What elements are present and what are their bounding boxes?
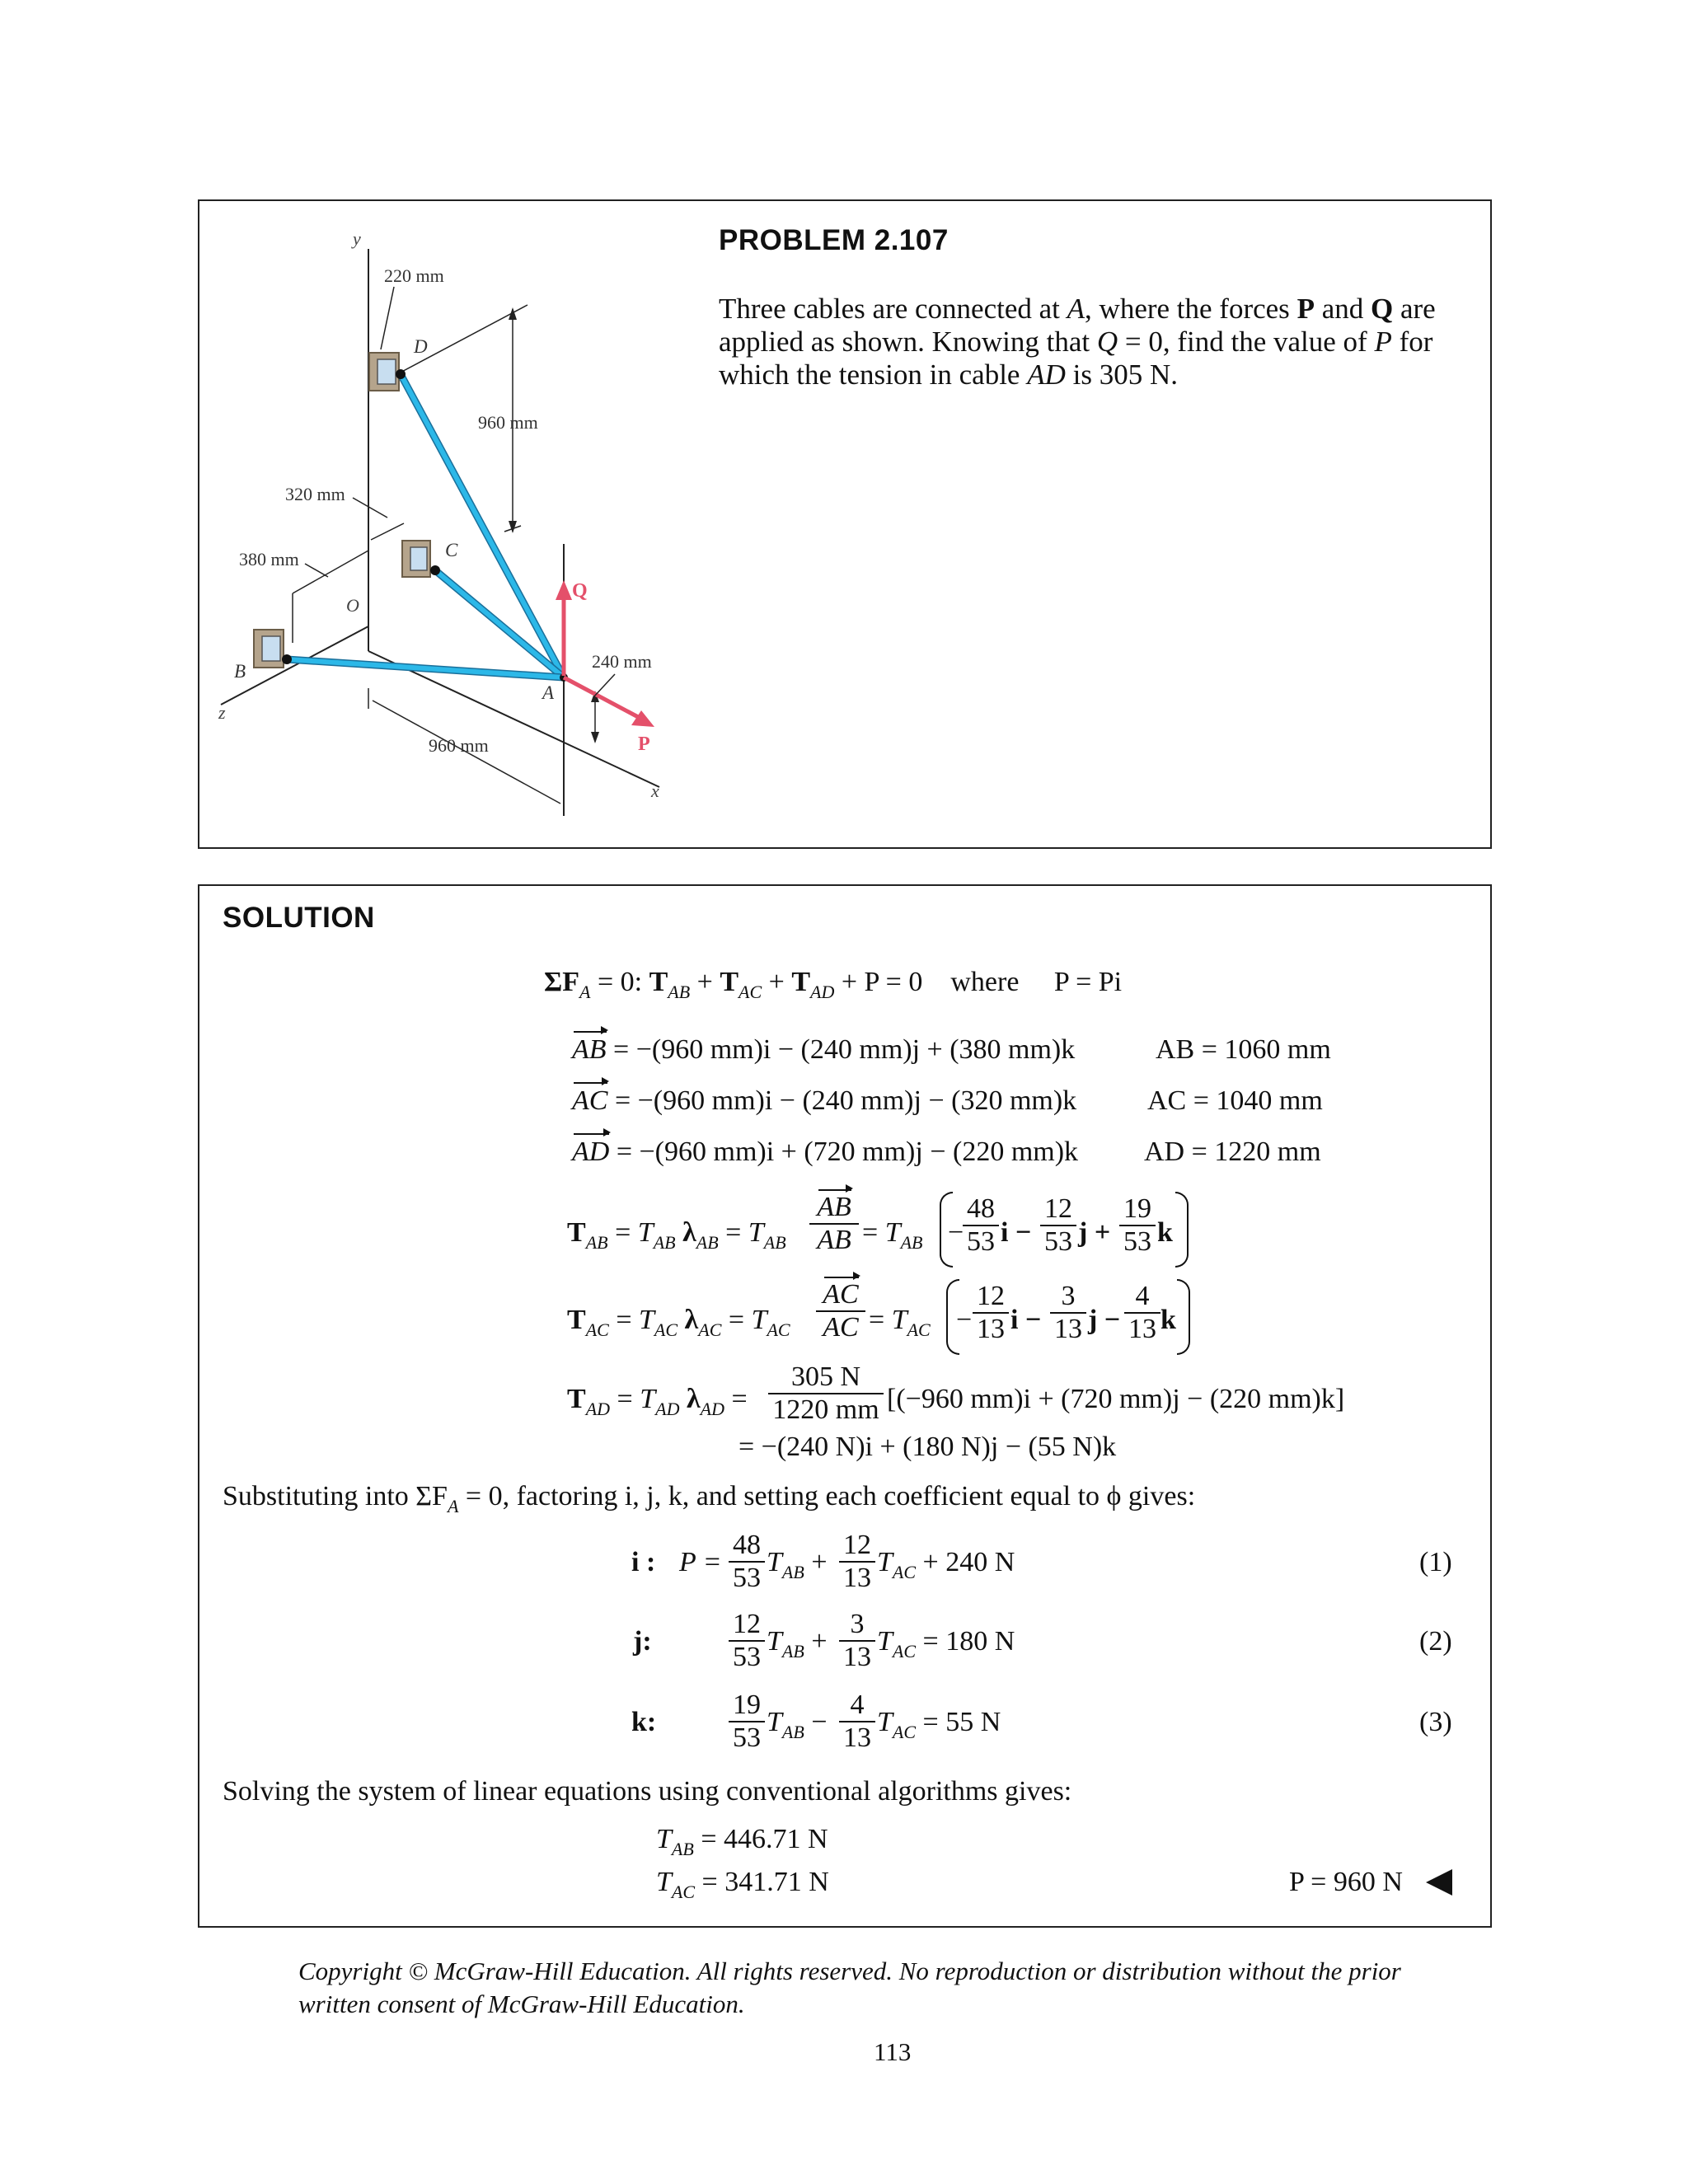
- vector-name: AC: [572, 1085, 608, 1116]
- problem-text: [719, 293, 1461, 391]
- force-p-label: P: [638, 733, 650, 755]
- t-ac-result: [656, 1866, 829, 1902]
- problem-figure: [201, 203, 712, 846]
- frac-num: 12: [839, 1530, 875, 1563]
- point-c: [430, 565, 440, 575]
- eq2-frac-2: [839, 1609, 875, 1673]
- eq-op: −: [811, 1707, 828, 1737]
- frac-den: 53: [967, 1226, 995, 1257]
- eq-value: = 341.71 N: [695, 1867, 829, 1897]
- problem-heading: PROBLEM 2.107: [719, 224, 949, 256]
- eq1-frac-1: [729, 1530, 765, 1594]
- t-ab-minus: −: [948, 1217, 964, 1248]
- t-ac-unit-fraction: [816, 1279, 865, 1343]
- solving-text: Solving the system of linear equations using conventional algorithms gives:: [223, 1776, 1072, 1807]
- eq-sub: AC: [738, 982, 762, 1002]
- t-ac-j: j −: [1088, 1305, 1121, 1335]
- eq-sub: AC: [892, 1562, 917, 1582]
- problem-text-part: AD: [1027, 359, 1066, 391]
- t-ab-unit-fraction: [809, 1192, 859, 1256]
- t-ab-frac-1: [963, 1193, 999, 1258]
- eq-p-def: P = Pi: [1053, 967, 1123, 997]
- frac-den: 53: [1044, 1226, 1072, 1257]
- eq2-term-1: [767, 1625, 828, 1661]
- frac-num: 12: [1040, 1193, 1076, 1226]
- frac-num: 3: [1050, 1281, 1086, 1314]
- dim-380-label: 380 mm: [239, 549, 299, 569]
- point-b: [282, 654, 292, 664]
- eq-text: T: [877, 1707, 893, 1737]
- vector-ac: [572, 1085, 1076, 1118]
- t-ab-k: k: [1157, 1217, 1173, 1248]
- eq2-number: (2): [1419, 1626, 1452, 1657]
- eq-text: T: [649, 967, 668, 997]
- eq1-term-2: [877, 1546, 1015, 1582]
- frac-den: 13: [1054, 1314, 1082, 1344]
- frac-num: AC: [823, 1279, 859, 1310]
- frac-den: 13: [1128, 1314, 1156, 1344]
- frac-num: 305 N: [768, 1361, 884, 1394]
- eq-text: + P = 0: [834, 967, 923, 997]
- frac-den: 53: [733, 1563, 761, 1593]
- t-ab-frac-2: [1040, 1193, 1076, 1258]
- vector-expr: = −(960 mm)i + (720 mm)j − (220 mm)k: [609, 1137, 1079, 1167]
- point-d-label: D: [414, 336, 428, 357]
- eq3-term-2: [877, 1706, 1001, 1742]
- dim-arrow-top: [509, 307, 517, 320]
- eq3-term-1: [767, 1706, 828, 1742]
- eq1-lhs: P =: [679, 1547, 722, 1577]
- eq-where: where: [950, 967, 1020, 997]
- vector-name: AB: [572, 1034, 607, 1065]
- t-ab-result: [656, 1823, 828, 1859]
- frac-den: 13: [977, 1314, 1005, 1344]
- eq-text: = 0:: [590, 967, 649, 997]
- eq-text: T: [720, 967, 739, 997]
- eq-sub: AD: [810, 982, 835, 1002]
- eq3-label: k:: [631, 1707, 657, 1737]
- frac-num: 4: [1124, 1281, 1160, 1314]
- eq3-frac-1: [729, 1690, 765, 1754]
- frac-num: 19: [1119, 1193, 1156, 1226]
- t-ac-k: k: [1160, 1305, 1176, 1335]
- t-ac-eq2: = $T_{AC}$: [869, 1305, 931, 1340]
- eq-op: +: [811, 1547, 828, 1577]
- vector-expr: = −(960 mm)i − (240 mm)j + (380 mm)k: [606, 1034, 1076, 1065]
- eq-sub: AD: [585, 1399, 611, 1419]
- dim-240-label: 240 mm: [592, 651, 652, 672]
- problem-text-part: = 0, find the value of: [1118, 326, 1375, 358]
- eq-sub: AC: [892, 1641, 917, 1661]
- vector-ad: [572, 1136, 1078, 1169]
- eq-sub: AB: [671, 1839, 694, 1859]
- t-ab-j: j +: [1078, 1217, 1111, 1248]
- eq-rhs: = 180 N: [922, 1626, 1015, 1657]
- t-ad-equation: $T_{AD} = T_{AD}$ $\lambda_{AD}$ =: [567, 1384, 748, 1419]
- eq-sub: AB: [781, 1722, 804, 1742]
- eq2-frac-1: [729, 1609, 765, 1673]
- eq-text: T: [767, 1626, 782, 1657]
- frac-den: 53: [733, 1642, 761, 1672]
- t-ac-frac-3: [1124, 1281, 1160, 1345]
- eq1-number: (1): [1419, 1547, 1452, 1577]
- eq-sub: AB: [781, 1641, 804, 1661]
- force-q-label: Q: [572, 580, 588, 602]
- solution-heading: SOLUTION: [223, 902, 375, 934]
- problem-text-part: Q: [1371, 293, 1394, 325]
- eq-text: ΣF: [544, 967, 579, 997]
- answer-marker-icon: [1424, 1868, 1454, 1897]
- bracket-d: [369, 353, 399, 391]
- dim-960v-label: 960 mm: [478, 412, 538, 433]
- frac-den: 13: [843, 1722, 871, 1753]
- dim-380-leader: [305, 564, 328, 577]
- t-ad-bracket: [(−960 mm)i + (720 mm)j − (220 mm)k]: [887, 1384, 1345, 1414]
- eq-text: T: [656, 1867, 672, 1897]
- dim-220-leader: [381, 287, 394, 349]
- frac-num: 48: [729, 1530, 765, 1563]
- frac-num: 4: [839, 1690, 875, 1722]
- t-ab-i: i −: [1001, 1217, 1032, 1248]
- copyright-notice: Copyright © McGraw-Hill Education. All rights reserved. No reproduction or distribution without the prior written consent of McGraw-Hill Education.: [298, 1957, 1401, 2018]
- problem-text-part: , where the forces: [1085, 293, 1297, 325]
- eq-rhs: = 55 N: [922, 1707, 1001, 1737]
- t-ac-paren-right: [1177, 1279, 1190, 1355]
- eq-sub: AB: [585, 1232, 608, 1253]
- problem-text-part: is 305 N.: [1065, 359, 1178, 391]
- frac-den: AC: [823, 1312, 859, 1343]
- problem-text-part: for which the tension in cable: [719, 326, 1433, 391]
- eq-text: T: [877, 1626, 893, 1657]
- t-ab-paren-right: [1175, 1192, 1189, 1268]
- frac-num: 3: [839, 1609, 875, 1642]
- problem-text-part: A: [1067, 293, 1085, 325]
- axis-z-label: z: [218, 702, 226, 723]
- problem-text-part: Q: [1096, 326, 1118, 358]
- eq-rhs: + 240 N: [922, 1547, 1015, 1577]
- eq-sub: AB: [781, 1562, 804, 1582]
- eq-text: T: [567, 1305, 586, 1335]
- problem-text-part: are applied as shown. Knowing that: [719, 293, 1436, 358]
- problem-text-part: P: [1374, 326, 1392, 358]
- eq-text: T: [767, 1547, 782, 1577]
- eq-sub: A: [447, 1496, 459, 1516]
- t-ab-equation: $T_{AB} = T_{AB}$ $\lambda_{AB} = T_{AB}$: [567, 1217, 786, 1253]
- eq-sub: A: [579, 982, 591, 1002]
- eq-sub: AB: [668, 982, 691, 1002]
- point-b-label: B: [234, 661, 246, 682]
- eq-text: = 0, factoring i, j, k, and setting each coefficient equal to ϕ gives:: [458, 1481, 1196, 1511]
- axis-x-label: x: [651, 780, 659, 801]
- eq1-term-1: [767, 1546, 828, 1582]
- t-ad-result: = −(240 N)i + (180 N)j − (55 N)k: [738, 1432, 1117, 1462]
- eq-text: T: [656, 1824, 672, 1854]
- t-ac-frac-1: [973, 1281, 1009, 1345]
- eq-op: +: [811, 1626, 828, 1657]
- vector-ad-magnitude: AD = 1220 mm: [1144, 1137, 1321, 1167]
- eq-value: = 446.71 N: [693, 1824, 828, 1854]
- dim-240-leader: [593, 674, 615, 697]
- eq-text: T: [877, 1547, 893, 1577]
- eq1-label: i :: [631, 1547, 656, 1577]
- eq-text: Substituting into ΣF: [223, 1481, 448, 1511]
- page-number: 113: [874, 2037, 912, 2066]
- bracket-b: [254, 630, 284, 668]
- dim-line-320: [371, 523, 404, 540]
- eq-sub: AC: [892, 1722, 917, 1742]
- frac-den: 53: [733, 1722, 761, 1753]
- eq1-frac-2: [839, 1530, 875, 1594]
- dim-240-arrow-bottom: [591, 732, 599, 743]
- eq3-frac-2: [839, 1690, 875, 1754]
- cable-ab: [287, 659, 564, 677]
- t-ac-i: i −: [1010, 1305, 1042, 1335]
- axis-y-label: y: [353, 228, 361, 249]
- vector-ab: [572, 1033, 1075, 1066]
- frac-den: 13: [843, 1642, 871, 1672]
- eq-text: T: [791, 967, 811, 997]
- t-ac-equation: $T_{AC} = T_{AC}$ $\lambda_{AC} = T_{AC}$: [567, 1305, 790, 1340]
- problem-text-part: and: [1314, 293, 1371, 325]
- dim-220-label: 220 mm: [384, 265, 444, 286]
- eq2-label: j:: [633, 1626, 652, 1657]
- t-ac-frac-2: [1050, 1281, 1086, 1345]
- frac-num: AB: [817, 1192, 851, 1222]
- eq-text: T: [567, 1217, 586, 1248]
- cable-ac: [435, 570, 564, 677]
- frac-num: 12: [973, 1281, 1009, 1314]
- eq-text: T: [567, 1384, 586, 1414]
- t-ab-frac-3: [1119, 1193, 1156, 1258]
- dim-line-380: [293, 551, 368, 593]
- t-ab-eq2: = $T_{AB}$: [862, 1217, 923, 1253]
- dim-320-leader: [353, 498, 387, 518]
- eq3-number: (3): [1419, 1707, 1452, 1737]
- eq-text: T: [767, 1707, 782, 1737]
- substituting-text: [223, 1480, 1196, 1516]
- point-d: [396, 369, 406, 379]
- frac-den: 1220 mm: [772, 1394, 879, 1425]
- force-p-arrow: [564, 677, 654, 727]
- point-o-label: O: [346, 595, 359, 616]
- frac-num: 19: [729, 1690, 765, 1722]
- frac-den: 53: [1123, 1226, 1151, 1257]
- vector-ac-magnitude: AC = 1040 mm: [1147, 1085, 1323, 1116]
- vector-name: AD: [572, 1137, 610, 1167]
- eq-sub: AC: [585, 1319, 609, 1340]
- final-answer: P = 960 N: [1289, 1867, 1403, 1897]
- eq2-term-2: [877, 1625, 1015, 1661]
- dim-960h-label: 960 mm: [429, 735, 489, 756]
- t-ac-minus: −: [956, 1305, 973, 1335]
- sum-forces-equation: $\Sigma F_A = 0$: $T_{AB} + T_{AC} + T_{AD} + P = 0$ where P = Pi: [544, 967, 1123, 1002]
- dim-320-label: 320 mm: [285, 484, 345, 504]
- frac-den: 13: [843, 1563, 871, 1593]
- point-a-label: A: [542, 682, 555, 703]
- problem-text-part: P: [1296, 293, 1315, 325]
- eq-sub: AC: [671, 1882, 696, 1902]
- frac-den: AB: [817, 1225, 851, 1255]
- vector-ab-magnitude: AB = 1060 mm: [1156, 1034, 1331, 1065]
- frac-num: 12: [729, 1609, 765, 1642]
- t-ad-fraction: [768, 1361, 884, 1426]
- point-c-label: C: [445, 540, 458, 560]
- frac-num: 48: [963, 1193, 999, 1226]
- vector-expr: = −(960 mm)i − (240 mm)j − (320 mm)k: [607, 1085, 1077, 1116]
- bracket-c: [402, 541, 430, 577]
- problem-text-part: Three cables are connected at: [719, 293, 1067, 325]
